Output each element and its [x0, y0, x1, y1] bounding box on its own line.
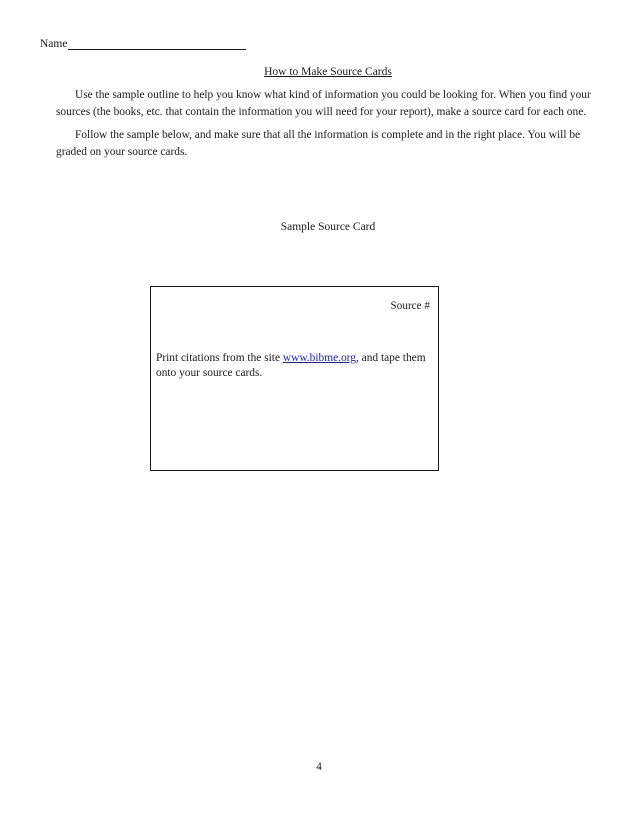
bibme-link[interactable]: www.bibme.org [282, 352, 356, 364]
card-text-before-link: Print citations from the site [156, 352, 283, 364]
name-field [40, 38, 246, 50]
name-label: Name [40, 38, 68, 50]
instructions-paragraph-1: Use the sample outline to help you know what kind of information you could be looking for. When you find your sources (the books, etc. that contain the information you will need for your report), make a source card for each one. [56, 89, 591, 118]
instructions-paragraph-2: Follow the sample below, and make sure that all the information is complete and in the right place. You will be graded on your source cards. [56, 129, 581, 158]
page-title [0, 66, 638, 78]
sample-card-heading [0, 221, 638, 233]
page-number: 4 [316, 761, 322, 773]
sample-source-card [150, 286, 439, 471]
sample-card-heading-text: Sample Source Card [280, 221, 376, 233]
name-blank-line [68, 38, 246, 50]
card-text-after-link: , and tape them onto your source cards. [156, 352, 426, 379]
page-title-text: How to Make Source Cards [264, 66, 392, 78]
card-instructions [156, 351, 438, 381]
source-number-label: Source # [390, 300, 430, 312]
